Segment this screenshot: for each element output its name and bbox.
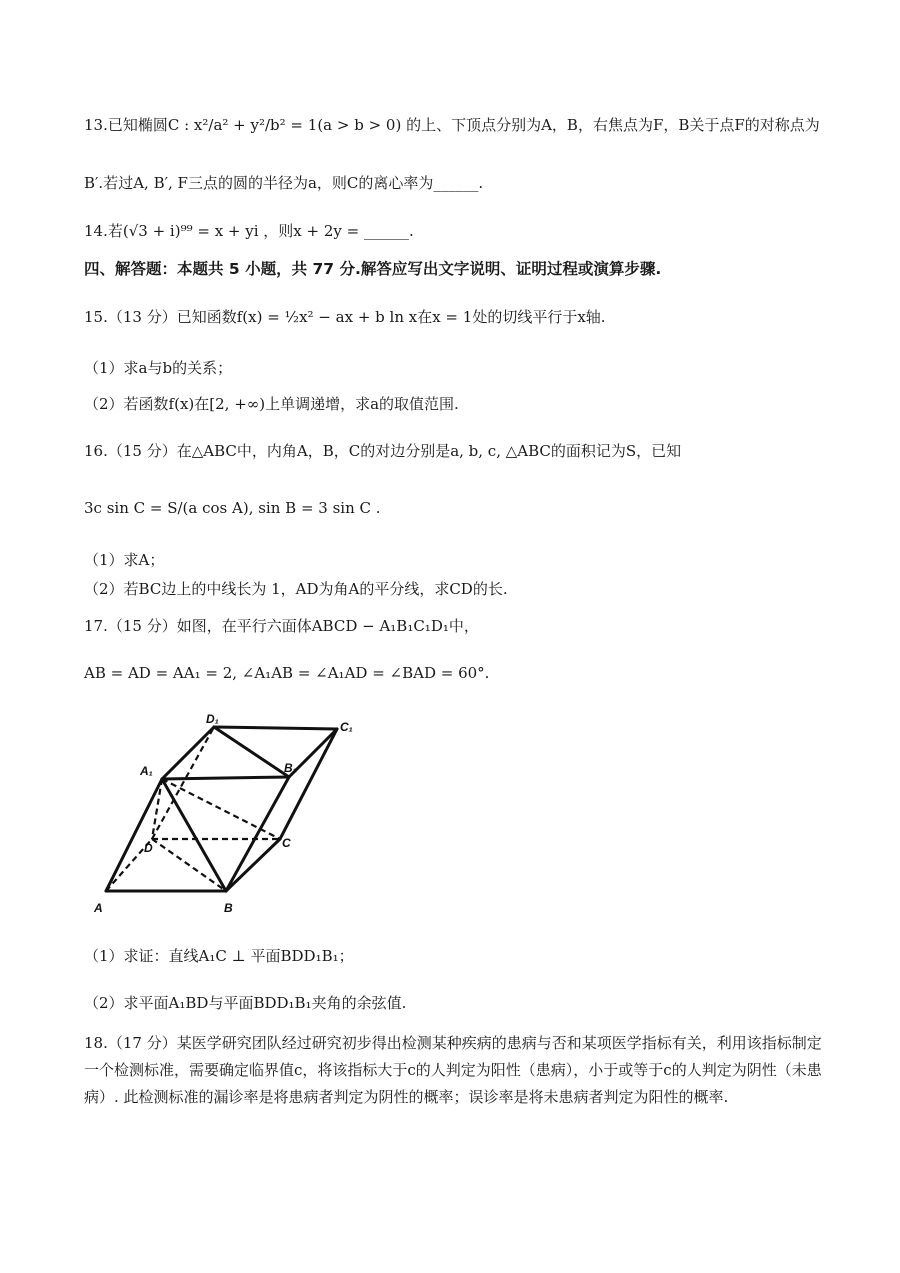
q16-part2: （2）若BC边上的中线长为 1，AD为角A的平分线，求CD的长. bbox=[84, 580, 508, 598]
parallelepiped-figure bbox=[92, 705, 362, 920]
edge-A1-B1 bbox=[162, 777, 289, 779]
edge-A1-B bbox=[162, 779, 226, 891]
edge-B-B1 bbox=[226, 777, 289, 891]
q17-part2: （2）求平面A₁BD与平面BDD₁B₁夹角的余弦值. bbox=[84, 994, 407, 1012]
q17-condition: AB = AD = AA₁ = 2, ∠A₁AB = ∠A₁AD = ∠BAD = 60°. bbox=[84, 664, 490, 682]
edge-D1-B1 bbox=[214, 727, 289, 777]
label-D1: D₁ bbox=[206, 712, 219, 726]
q16-stem: 16.（15 分）在△ABC中，内角A，B，C的对边分别是a, b, c, △ABC的面积记为S，已知 bbox=[84, 442, 682, 460]
q18-text: 18.（17 分）某医学研究团队经过研究初步得出检测某种疾病的患病与否和某项医学指标有关，利用该指标制定一个检测标准，需要确定临界值c，将该指标大于c的人判定为阳性（患病），小于或等于c的人判定为阴性（未患病）. 此检测标准的漏诊率是将患病者判定为阴性的概率；误诊率是将未患病者判定为阳性的概率. bbox=[84, 1034, 822, 1106]
label-C1: C₁ bbox=[340, 720, 353, 734]
label-A: A bbox=[94, 901, 103, 915]
edge-C1-D1 bbox=[214, 727, 337, 729]
section-heading: 四、解答题：本题共 5 小题，共 77 分.解答应写出文字说明、证明过程或演算步骤. bbox=[84, 260, 662, 278]
label-B1: B₁ bbox=[284, 761, 297, 775]
edge-D-B bbox=[152, 839, 226, 891]
q15-part1: （1）求a与b的关系； bbox=[84, 359, 233, 377]
q14-line: 14.若(√3 + i)⁹⁹ = x + yi ，则x + 2y = ______. bbox=[84, 222, 414, 240]
q17-part1: （1）求证：直线A₁C ⊥ 平面BDD₁B₁； bbox=[84, 947, 354, 965]
label-C: C bbox=[282, 836, 291, 850]
q16-part1: （1）求A； bbox=[84, 551, 165, 569]
q15-stem: 15.（13 分）已知函数f(x) = ½x² − ax + b ln x在x = 1处的切线平行于x轴. bbox=[84, 308, 606, 326]
q13-line2: B′.若过A, B′, F三点的圆的半径为a，则C的离心率为______. bbox=[84, 174, 484, 192]
q15-part2: （2）若函数f(x)在[2, +∞)上单调递增，求a的取值范围. bbox=[84, 395, 459, 413]
q13-line1: 13.已知椭圆C : x²/a² + y²/b² = 1(a > b > 0) 的上、下顶点分别为A，B，右焦点为F，B关于点F的对称点为 bbox=[84, 116, 820, 134]
label-D: D bbox=[144, 841, 153, 855]
edge-D1-A1 bbox=[162, 727, 214, 779]
q17-stem: 17.（15 分）如图，在平行六面体ABCD − A₁B₁C₁D₁中， bbox=[84, 617, 479, 635]
q16-condition: 3c sin C = S/(a cos A), sin B = 3 sin C . bbox=[84, 499, 381, 517]
label-A1: A₁ bbox=[140, 764, 153, 778]
edge-C-C1 bbox=[280, 729, 337, 839]
edge-B-C bbox=[226, 839, 280, 891]
label-B: B bbox=[224, 901, 233, 915]
